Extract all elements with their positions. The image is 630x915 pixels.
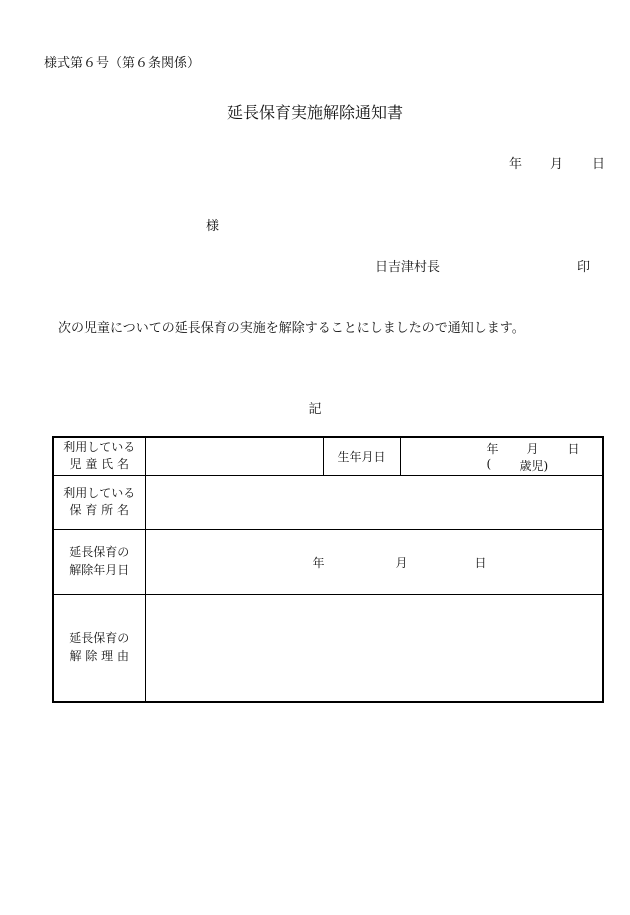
- facility-label: [53, 475, 145, 529]
- cancel-day: 日: [474, 556, 487, 570]
- dob-age-open: (: [486, 457, 492, 472]
- reason-field[interactable]: [145, 594, 603, 702]
- row-cancel-date: [53, 529, 603, 594]
- reason-label-line2: 解 除 理 由: [69, 648, 129, 663]
- child-name-label-line2: 児 童 氏 名: [69, 457, 129, 472]
- date-month: 月: [550, 157, 564, 172]
- dob-field[interactable]: [400, 437, 603, 475]
- cancel-month: 月: [395, 556, 408, 570]
- date-year: 年: [509, 157, 523, 172]
- notice-body: 次の児童についての延長保育の実施を解除することにしましたので通知します。: [58, 321, 525, 336]
- dob-day: 日: [567, 442, 580, 457]
- dob-label: 生年月日: [323, 437, 400, 475]
- cancel-date-label: [53, 529, 145, 594]
- row-reason: [53, 594, 603, 702]
- facility-label-line1: 利用している: [63, 485, 136, 500]
- form-number: 様式第６号（第６条関係）: [44, 56, 201, 71]
- dob-age: 歳児): [519, 459, 549, 474]
- facility-field[interactable]: [145, 475, 603, 529]
- date-day: 日: [592, 157, 606, 172]
- row-child-name: [53, 437, 603, 475]
- child-name-label-line1: 利用している: [63, 439, 136, 454]
- child-name-field[interactable]: [145, 437, 323, 475]
- seal-mark: 印: [577, 260, 591, 275]
- row-facility: [53, 475, 603, 529]
- dob-year: 年: [486, 442, 499, 457]
- cancel-date-label-line1: 延長保育の: [69, 545, 130, 560]
- document-title: 延長保育実施解除通知書: [226, 103, 403, 122]
- reason-label: [53, 594, 145, 702]
- notice-form-table: [52, 436, 604, 703]
- dob-month: 月: [526, 442, 539, 457]
- addressee-suffix: 様: [206, 219, 220, 234]
- facility-label-line2: 保 育 所 名: [69, 503, 129, 517]
- ki-heading: 記: [308, 402, 322, 417]
- child-name-label: [53, 437, 145, 475]
- cancel-year: 年: [312, 556, 325, 570]
- issuer-name: 日吉津村長: [375, 260, 441, 275]
- cancel-date-field[interactable]: [145, 529, 603, 594]
- cancel-date-label-line2: 解除年月日: [69, 562, 130, 577]
- reason-label-line1: 延長保育の: [69, 631, 130, 646]
